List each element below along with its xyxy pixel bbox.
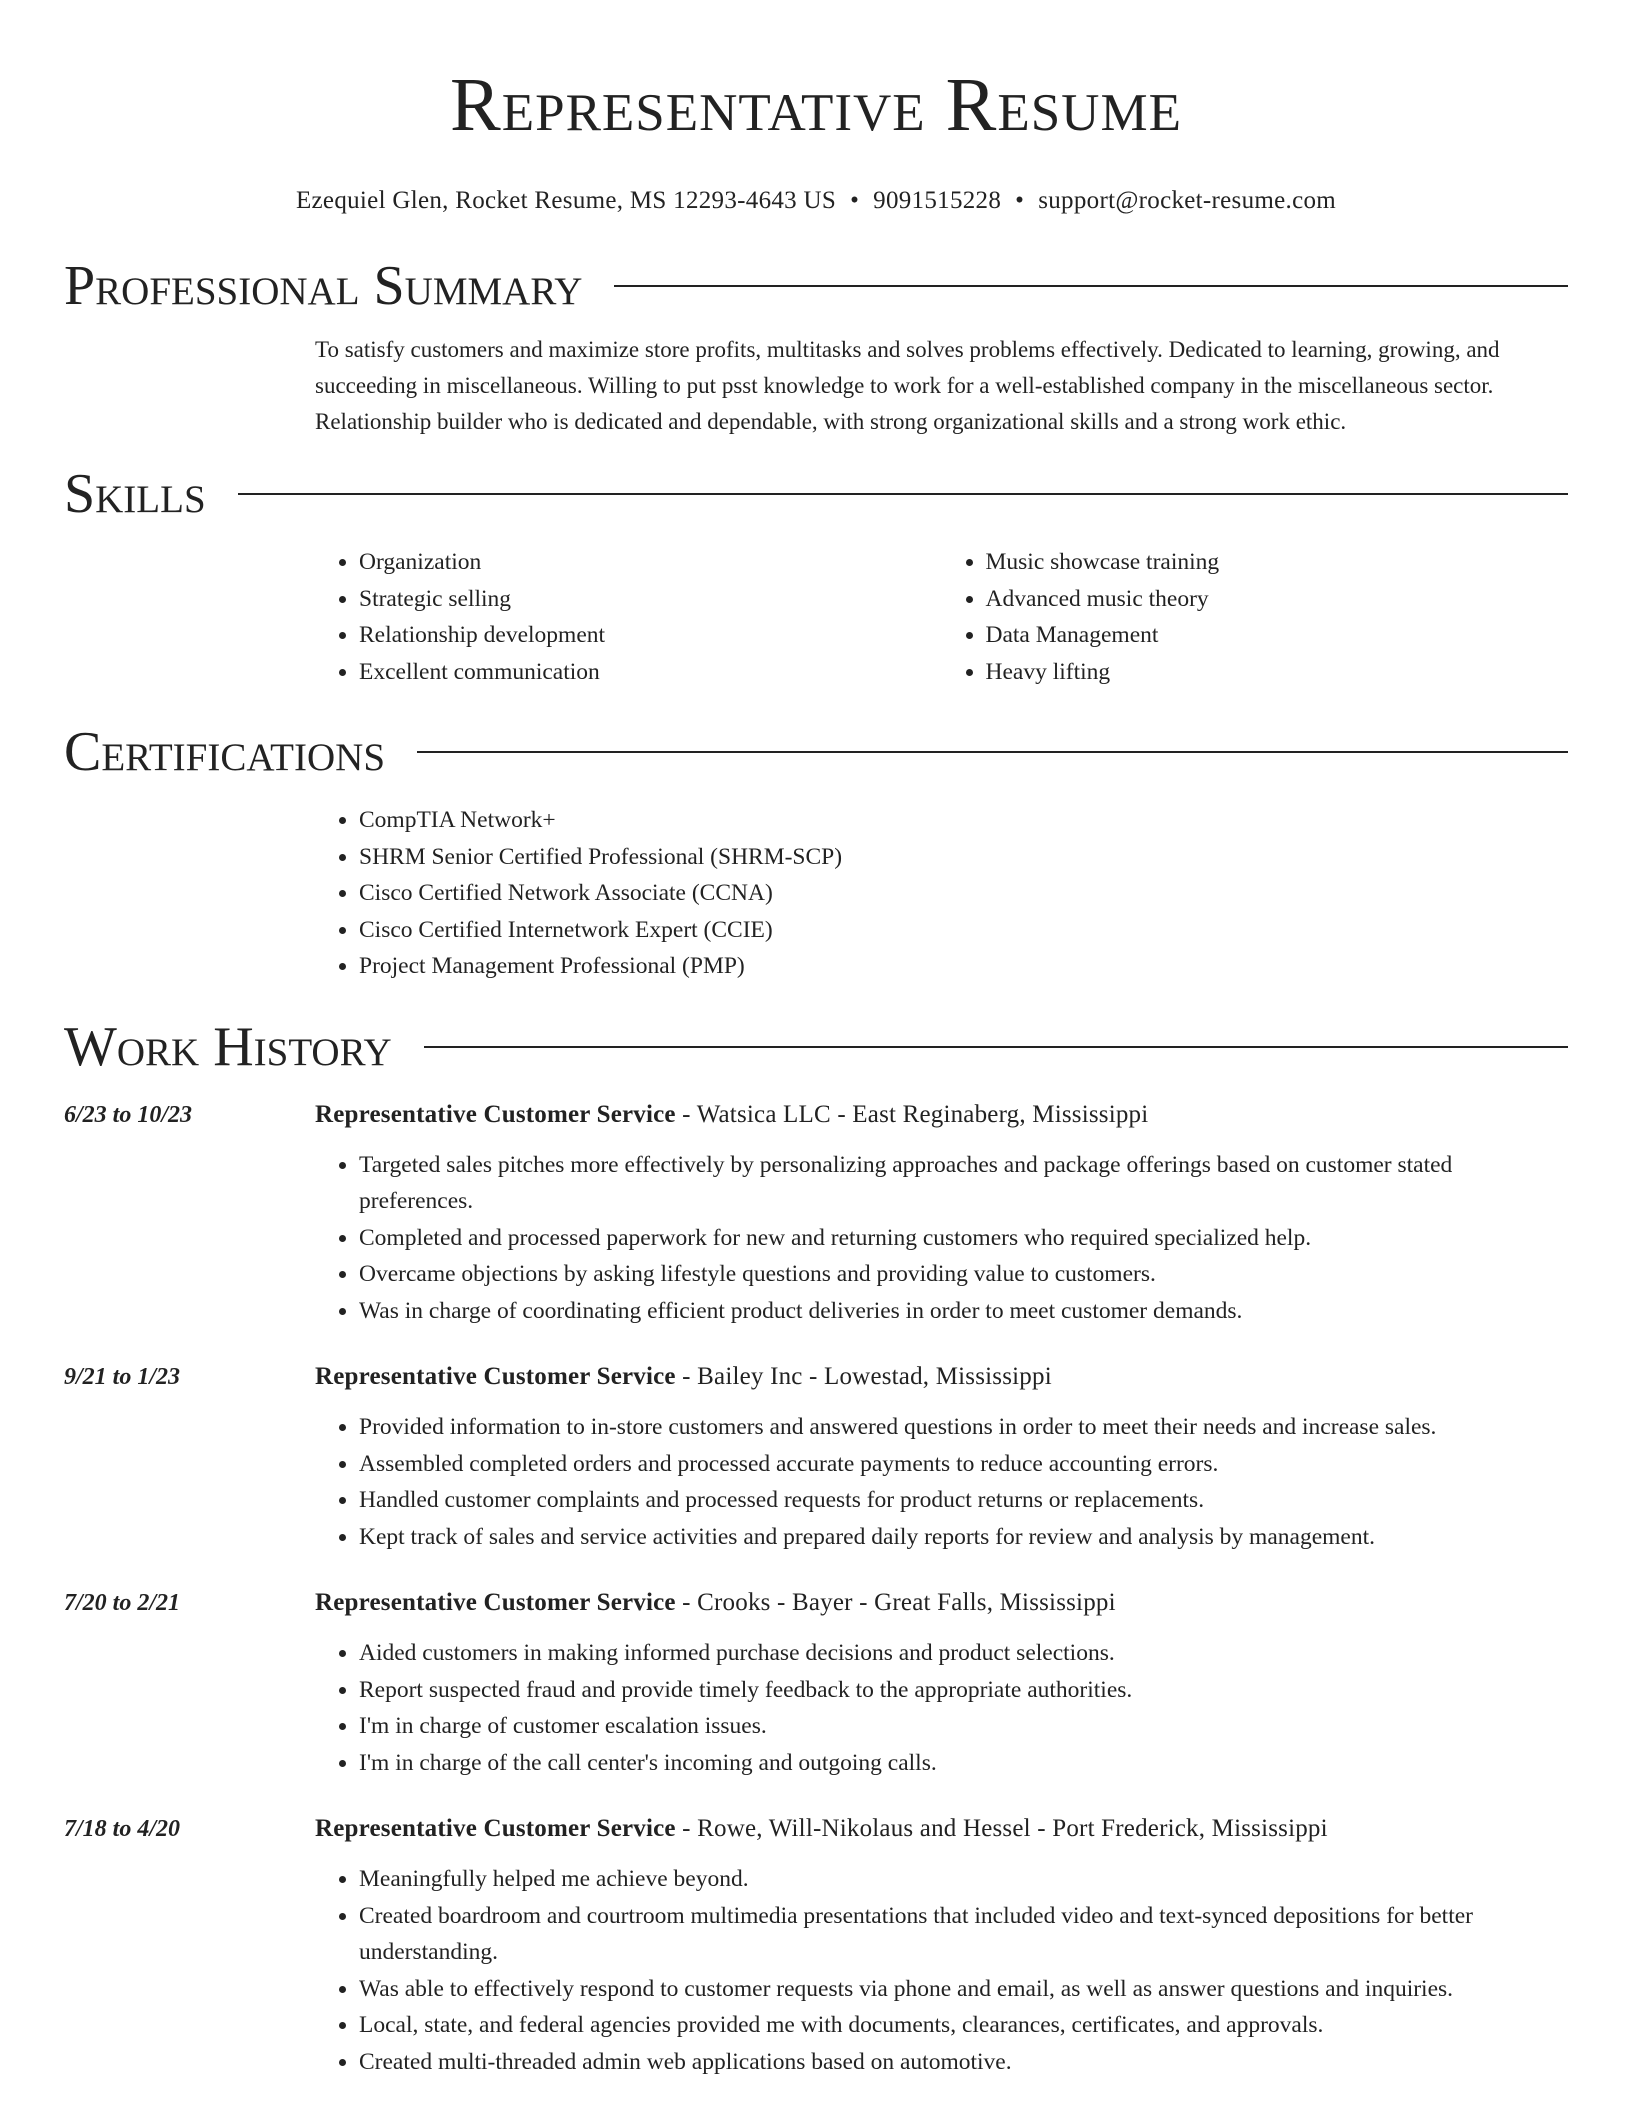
skill-item: • Strategic selling bbox=[359, 581, 942, 618]
contact-separator: • bbox=[1015, 187, 1025, 214]
skill-item: • Organization bbox=[359, 544, 942, 581]
job-bullet: • Completed and processed paperwork for new and returning customers who required specialized help. bbox=[359, 1220, 1568, 1257]
job-bullet: • Local, state, and federal agencies provided me with documents, clearances, certificates, and approvals. bbox=[359, 2007, 1568, 2044]
job-title: Representative Customer Service bbox=[315, 1815, 676, 1842]
summary-title: Professional Summary bbox=[64, 255, 583, 317]
job-entry bbox=[64, 1811, 1568, 2080]
skill-item: • Music showcase training bbox=[986, 544, 1569, 581]
certification-item: • Cisco Certified Network Associate (CCNA) bbox=[359, 875, 1568, 912]
job-employer: - Crooks - Bayer - Great Falls, Mississippi bbox=[675, 1589, 1116, 1616]
contact-separator: • bbox=[850, 187, 860, 214]
certifications-title: Certifications bbox=[64, 721, 386, 783]
skills-header bbox=[64, 458, 1568, 530]
section-divider bbox=[614, 285, 1568, 287]
certification-item: • CompTIA Network+ bbox=[359, 802, 1568, 839]
job-bullet: • I'm in charge of customer escalation issues. bbox=[359, 1708, 1568, 1745]
job-entry bbox=[64, 1097, 1568, 1330]
summary-body bbox=[64, 332, 1568, 440]
job-bullet: • Was in charge of coordinating efficient product deliveries in order to meet customer demands. bbox=[359, 1293, 1568, 1330]
job-bullet: • I'm in charge of the call center's incoming and outgoing calls. bbox=[359, 1745, 1568, 1782]
certification-item: • Cisco Certified Internetwork Expert (CCIE) bbox=[359, 912, 1568, 949]
contact-address: Ezequiel Glen, Rocket Resume, MS 12293-4643 US bbox=[295, 187, 837, 214]
certifications-list bbox=[315, 802, 1568, 985]
job-bullet: • Created multi-threaded admin web applications based on automotive. bbox=[359, 2044, 1568, 2081]
job-details bbox=[315, 1585, 1568, 1781]
job-dates: 9/21 to 1/23 bbox=[64, 1364, 181, 1390]
job-bullet: • Provided information to in-store customers and answered questions in order to meet their needs and increase sales. bbox=[359, 1409, 1568, 1446]
skill-item: • Advanced music theory bbox=[986, 581, 1569, 618]
contact-phone: 9091515228 bbox=[873, 187, 1002, 214]
skills-section bbox=[64, 458, 1568, 690]
skill-item: • Data Management bbox=[986, 617, 1569, 654]
contact-line bbox=[64, 186, 1568, 216]
job-title: Representative Customer Service bbox=[315, 1363, 676, 1390]
section-divider bbox=[238, 493, 1568, 495]
section-divider bbox=[417, 751, 1568, 753]
skills-grid bbox=[315, 544, 1568, 690]
job-bullets bbox=[315, 1147, 1568, 1330]
summary-text: To satisfy customers and maximize store profits, multitasks and solves problems effectively. Dedicated to learning, growing, and succeeding in miscellaneous. Willing to put psst knowledge to work for a well-established company in the miscellaneous sector. Relationship builder who is dedicated and dependable, with strong organizational skills and a strong work ethic. bbox=[315, 337, 1500, 434]
job-bullet: • Kept track of sales and service activities and prepared daily reports for review and analysis by management. bbox=[359, 1519, 1568, 1556]
job-header bbox=[315, 1359, 1568, 1395]
certification-item: • Project Management Professional (PMP) bbox=[359, 948, 1568, 985]
resume-name: Representative Resume bbox=[450, 63, 1182, 147]
contact-email: support@rocket-resume.com bbox=[1038, 187, 1337, 214]
job-bullets bbox=[315, 1861, 1568, 2080]
job-bullet: • Was able to effectively respond to customer requests via phone and email, as well as answer questions and inquiries. bbox=[359, 1971, 1568, 2008]
job-dates: 6/23 to 10/23 bbox=[64, 1101, 193, 1128]
job-dates: 7/18 to 4/20 bbox=[64, 1816, 181, 1842]
job-bullet: • Targeted sales pitches more effectively by personalizing approaches and package offerings based on customer stated preferences. bbox=[359, 1147, 1568, 1220]
job-employer: - Rowe, Will-Nikolaus and Hessel - Port Frederick, Mississippi bbox=[675, 1815, 1328, 1842]
certifications-header bbox=[64, 716, 1568, 788]
skill-item: • Relationship development bbox=[359, 617, 942, 654]
job-dates: 7/20 to 2/21 bbox=[64, 1590, 181, 1616]
certification-item: • SHRM Senior Certified Professional (SHRM-SCP) bbox=[359, 839, 1568, 876]
work-title: Work History bbox=[64, 1015, 392, 1078]
job-header bbox=[315, 1585, 1568, 1621]
job-bullet: • Handled customer complaints and processed requests for product returns or replacements. bbox=[359, 1482, 1568, 1519]
job-bullet: • Aided customers in making informed purchase decisions and product selections. bbox=[359, 1635, 1568, 1672]
job-bullet: • Overcame objections by asking lifestyle questions and providing value to customers. bbox=[359, 1256, 1568, 1293]
job-bullet: • Assembled completed orders and processed accurate payments to reduce accounting errors. bbox=[359, 1446, 1568, 1483]
job-bullet: • Meaningfully helped me achieve beyond. bbox=[359, 1861, 1568, 1898]
job-details bbox=[315, 1811, 1568, 2080]
job-entry bbox=[64, 1585, 1568, 1781]
job-header bbox=[315, 1097, 1568, 1133]
work-header bbox=[64, 1011, 1568, 1083]
job-employer: - Bailey Inc - Lowestad, Mississippi bbox=[675, 1363, 1052, 1390]
job-bullet: • Report suspected fraud and provide timely feedback to the appropriate authorities. bbox=[359, 1672, 1568, 1709]
skills-list-right bbox=[942, 544, 1569, 690]
skills-list-left bbox=[315, 544, 942, 690]
job-bullets bbox=[315, 1409, 1568, 1555]
job-details bbox=[315, 1359, 1568, 1555]
job-bullet: • Created boardroom and courtroom multimedia presentations that included video and text-synced depositions for better understanding. bbox=[359, 1898, 1568, 1971]
job-header bbox=[315, 1811, 1568, 1847]
skill-item: • Excellent communication bbox=[359, 654, 942, 691]
job-title: Representative Customer Service bbox=[315, 1589, 676, 1616]
skills-body bbox=[64, 544, 1568, 690]
job-employer: - Watsica LLC - East Reginaberg, Mississippi bbox=[675, 1100, 1149, 1128]
skill-item: • Heavy lifting bbox=[986, 654, 1569, 691]
job-title: Representative Customer Service bbox=[315, 1100, 676, 1128]
summary-section bbox=[64, 250, 1568, 440]
job-bullets bbox=[315, 1635, 1568, 1781]
work-section bbox=[64, 1011, 1568, 2081]
job-entry bbox=[64, 1359, 1568, 1555]
job-details bbox=[315, 1097, 1568, 1330]
skills-title: Skills bbox=[64, 463, 206, 525]
section-divider bbox=[424, 1046, 1568, 1048]
summary-header bbox=[64, 250, 1568, 322]
certifications-body bbox=[64, 802, 1568, 985]
certifications-section bbox=[64, 716, 1568, 985]
